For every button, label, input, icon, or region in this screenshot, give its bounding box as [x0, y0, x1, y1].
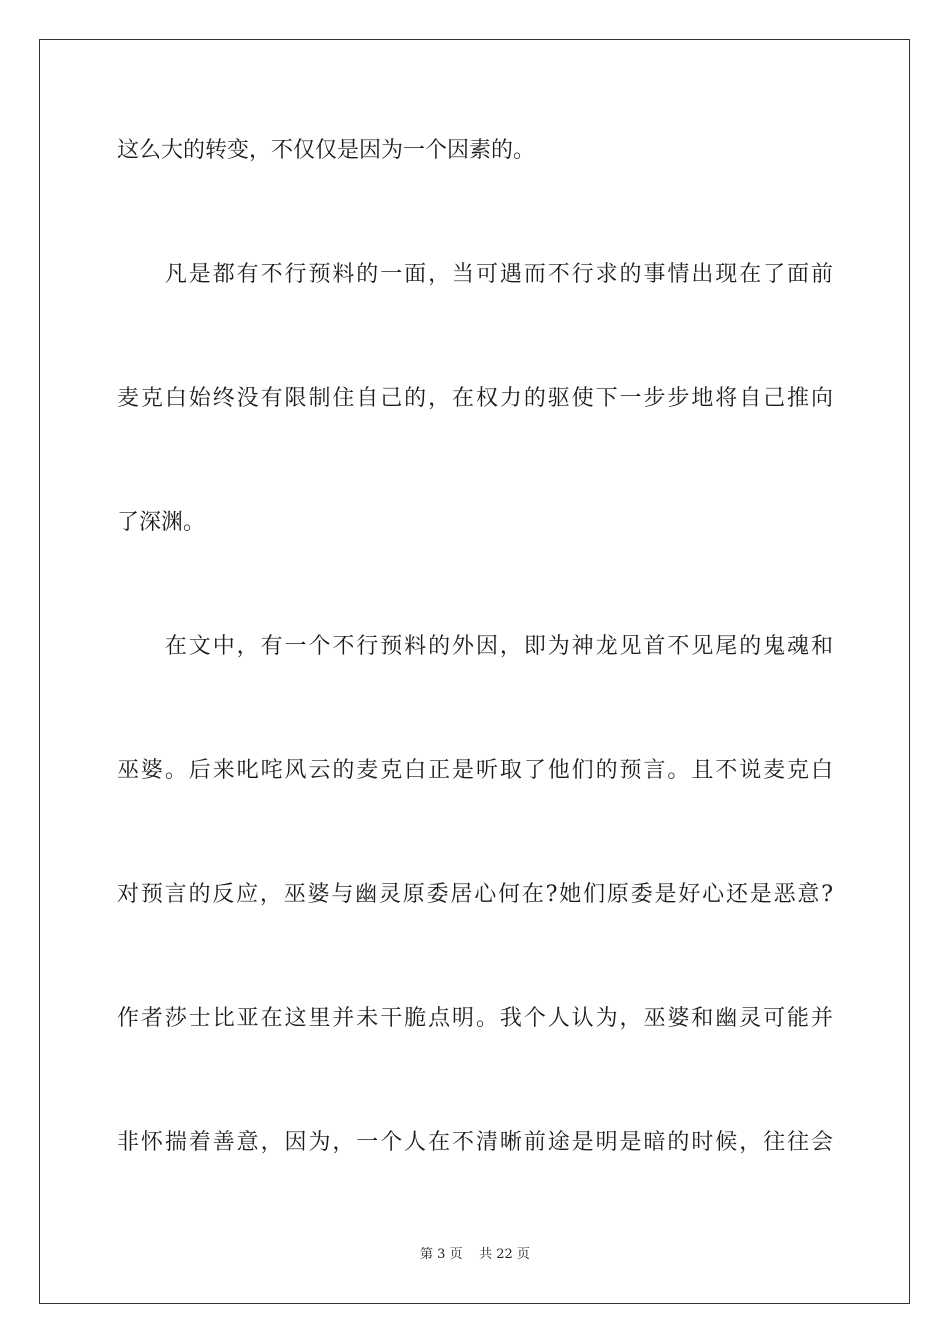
page-total: 共 22 页	[479, 1247, 530, 1262]
text-line-4: 了深渊。	[117, 510, 206, 535]
text-line-5: 在文中，有一个不行预料的外因，即为神龙见首不见尾的鬼魂和	[117, 634, 833, 659]
text-line-9: 非怀揣着善意，因为，一个人在不清晰前途是明是暗的时候，往往会	[117, 1130, 833, 1155]
text-line-6: 巫婆。后来叱咤风云的麦克白正是听取了他们的预言。且不说麦克白	[117, 758, 833, 783]
text-line-1: 这么大的转变，不仅仅是因为一个因素的。	[117, 138, 536, 163]
page-border	[39, 39, 910, 1304]
text-line-3: 麦克白始终没有限制住自己的，在权力的驱使下一步步地将自己推向	[117, 386, 833, 411]
text-line-2: 凡是都有不行预料的一面，当可遇而不行求的事情出现在了面前	[117, 262, 833, 287]
text-line-7: 对预言的反应，巫婆与幽灵原委居心何在?她们原委是好心还是恶意?	[117, 882, 833, 907]
text-line-8: 作者莎士比亚在这里并未干脆点明。我个人认为，巫婆和幽灵可能并	[117, 1006, 833, 1031]
page-footer	[0, 1246, 950, 1264]
page-number: 第 3 页	[420, 1247, 463, 1262]
